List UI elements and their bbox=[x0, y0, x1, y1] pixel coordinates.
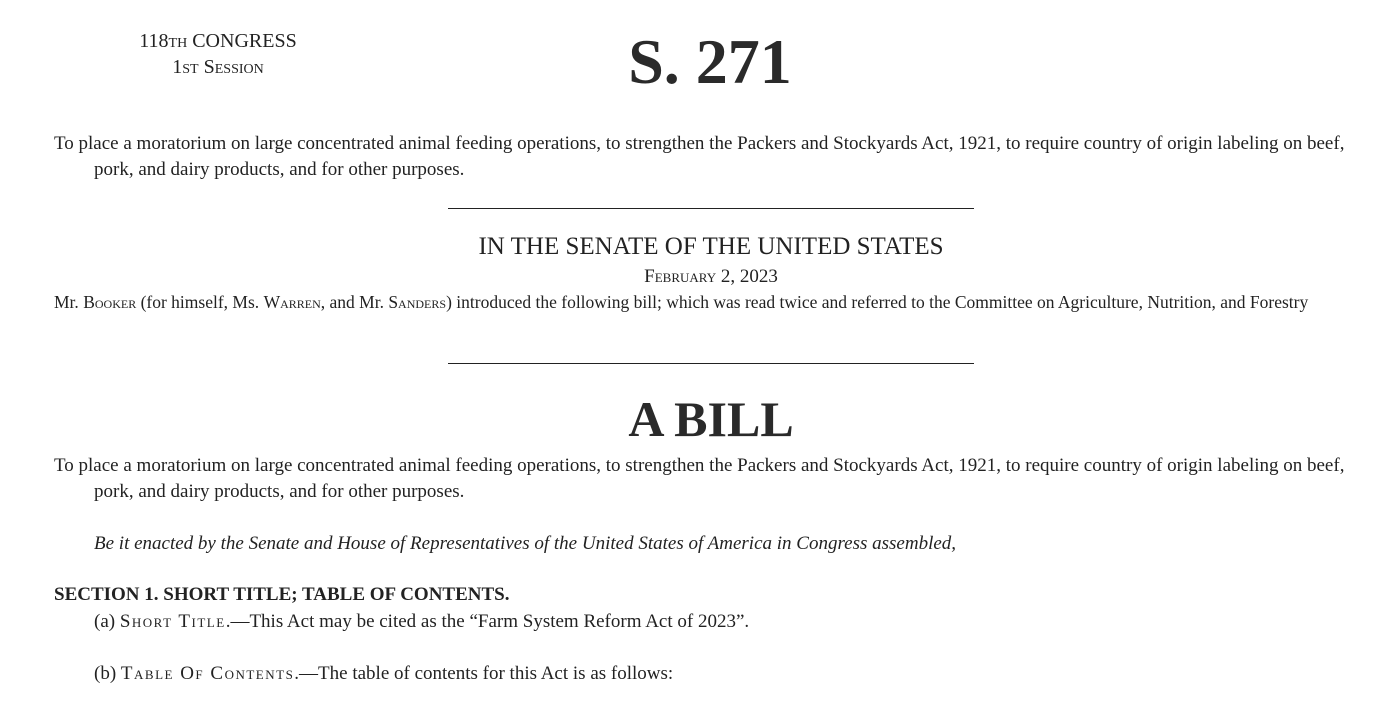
sponsor-text-2: , and Mr. bbox=[320, 292, 389, 312]
subsection-b-heading: Table Of Contents bbox=[120, 663, 295, 684]
sponsor-text-1: (for himself, Ms. bbox=[136, 292, 264, 312]
bill-number: S. 271 bbox=[628, 26, 792, 97]
bill-purpose-header: To place a moratorium on large concentrated animal feeding operations, to strengthen the Packers and Stockyards Act, 1921, to require country of origin labeling on beef, pork, and dairy products, and for other purposes. bbox=[54, 133, 1345, 180]
session-label: 1st Session bbox=[172, 56, 264, 78]
congress-label: 118th CONGRESS bbox=[139, 30, 297, 52]
bill-title: A BILL bbox=[628, 391, 794, 447]
enacting-clause: Be it enacted by the Senate and House of Representatives of the United States of America in Congress assembled, bbox=[94, 533, 957, 554]
subsection-a-marker: (a) bbox=[94, 611, 120, 632]
sponsor-text-3: ) introduced the following bill; which was read twice and referred to the Committee on Agriculture, Nutrition, and Forestry bbox=[446, 292, 1309, 312]
subsection-a-heading: Short Title bbox=[119, 611, 226, 632]
sponsor-statement bbox=[54, 290, 1354, 315]
sponsor-prefix: Mr. bbox=[54, 292, 84, 312]
divider-top bbox=[448, 208, 974, 209]
subsection-b-marker: (b) bbox=[94, 663, 121, 684]
subsection-a-short-title bbox=[94, 609, 1354, 635]
sponsor-name-booker: Booker bbox=[83, 292, 137, 312]
chamber-heading: IN THE SENATE OF THE UNITED STATES bbox=[478, 233, 944, 260]
divider-bottom bbox=[448, 363, 974, 364]
cosponsor-name-warren: Warren bbox=[263, 292, 321, 312]
bill-purpose: To place a moratorium on large concentrated animal feeding operations, to strengthen the Packers and Stockyards Act, 1921, to require country of origin labeling on beef, pork, and dairy products, and for other purposes. bbox=[54, 455, 1345, 502]
subsection-b-table-of-contents bbox=[94, 661, 1354, 687]
introduction-date: February 2, 2023 bbox=[644, 266, 778, 287]
section-1-heading: SECTION 1. SHORT TITLE; TABLE OF CONTENTS. bbox=[54, 584, 510, 605]
cosponsor-name-sanders: Sanders bbox=[388, 292, 447, 312]
subsection-a-text: .—This Act may be cited as the “Farm System Reform Act of 2023”. bbox=[225, 611, 750, 632]
subsection-b-text: .—The table of contents for this Act is as follows: bbox=[294, 663, 674, 684]
congress-session-block bbox=[118, 28, 318, 80]
